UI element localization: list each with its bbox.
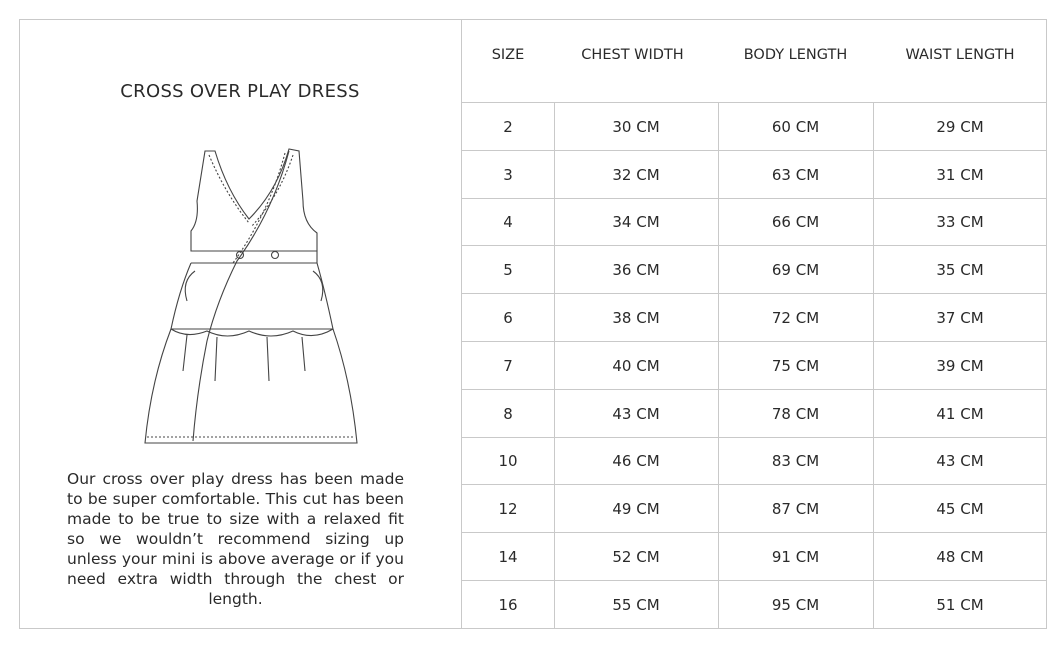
- cell-chest-width: 46 CM: [612, 452, 660, 471]
- cell-body-length: 60 CM: [771, 117, 820, 136]
- header-body-length: BODY LENGTH: [743, 47, 848, 63]
- cell-body-length: 69 CM: [771, 261, 820, 280]
- cell-waist-length: 29 CM: [936, 117, 984, 136]
- cell-waist-length: 41 CM: [936, 404, 984, 423]
- cell-body-length: 63 CM: [771, 165, 820, 184]
- column-divider: [873, 103, 874, 629]
- table-row: [462, 342, 1047, 390]
- table-row: [462, 151, 1047, 199]
- table-row: [462, 438, 1047, 486]
- cell-chest-width: 52 CM: [612, 548, 660, 567]
- header-size: SIZE: [491, 47, 525, 63]
- dress-illustration-icon: [127, 131, 367, 461]
- product-title: CROSS OVER PLAY DRESS: [120, 81, 360, 102]
- cell-size: 7: [503, 356, 513, 375]
- cell-size: 14: [498, 548, 518, 567]
- column-divider: [718, 103, 719, 629]
- header-chest-width: CHEST WIDTH: [581, 47, 684, 63]
- cell-waist-length: 43 CM: [936, 452, 984, 471]
- cell-chest-width: 40 CM: [612, 356, 660, 375]
- table-header: [462, 19, 1047, 103]
- cell-body-length: 95 CM: [771, 595, 820, 614]
- cell-body-length: 78 CM: [771, 404, 820, 423]
- table-row: [462, 533, 1047, 581]
- cell-body-length: 83 CM: [771, 452, 820, 471]
- table-row: [462, 103, 1047, 151]
- table-row: [462, 390, 1047, 438]
- cell-size: 6: [503, 309, 513, 328]
- cell-chest-width: 32 CM: [612, 165, 660, 184]
- cell-body-length: 75 CM: [771, 356, 820, 375]
- cell-chest-width: 30 CM: [612, 117, 660, 136]
- cell-body-length: 72 CM: [771, 309, 820, 328]
- column-divider: [554, 103, 555, 629]
- cell-waist-length: 31 CM: [936, 165, 984, 184]
- cell-chest-width: 43 CM: [612, 404, 660, 423]
- table-row: [462, 199, 1047, 247]
- cell-body-length: 91 CM: [771, 548, 820, 567]
- cell-size: 4: [503, 213, 513, 232]
- cell-size: 5: [503, 261, 513, 280]
- cell-waist-length: 39 CM: [936, 356, 984, 375]
- cell-size: 3: [503, 165, 513, 184]
- header-waist-length: WAIST LENGTH: [905, 47, 1015, 63]
- table-row: [462, 294, 1047, 342]
- cell-body-length: 66 CM: [771, 213, 820, 232]
- cell-size: 16: [498, 595, 518, 614]
- cell-chest-width: 36 CM: [612, 261, 660, 280]
- cell-chest-width: 55 CM: [612, 595, 660, 614]
- cell-chest-width: 38 CM: [612, 309, 660, 328]
- cell-chest-width: 49 CM: [612, 500, 660, 519]
- cell-body-length: 87 CM: [771, 500, 820, 519]
- product-description: Our cross over play dress has been made to be super comfortable. This cut has been made to be true to size with a relaxed fit so we wouldn’t recommend sizing up unless your mini is above average or if you need extra width through the chest or length.: [67, 470, 404, 608]
- cell-size: 12: [498, 500, 518, 519]
- cell-chest-width: 34 CM: [612, 213, 660, 232]
- cell-size: 10: [498, 452, 518, 471]
- cell-size: 2: [503, 117, 513, 136]
- table-row: [462, 485, 1047, 533]
- cell-waist-length: 45 CM: [936, 500, 984, 519]
- cell-waist-length: 37 CM: [936, 309, 984, 328]
- table-row: [462, 581, 1047, 629]
- cell-waist-length: 35 CM: [936, 261, 984, 280]
- cell-waist-length: 51 CM: [936, 595, 984, 614]
- cell-size: 8: [503, 404, 513, 423]
- product-panel: [19, 19, 461, 629]
- cell-waist-length: 48 CM: [936, 548, 984, 567]
- table-row: [462, 246, 1047, 294]
- cell-waist-length: 33 CM: [936, 213, 984, 232]
